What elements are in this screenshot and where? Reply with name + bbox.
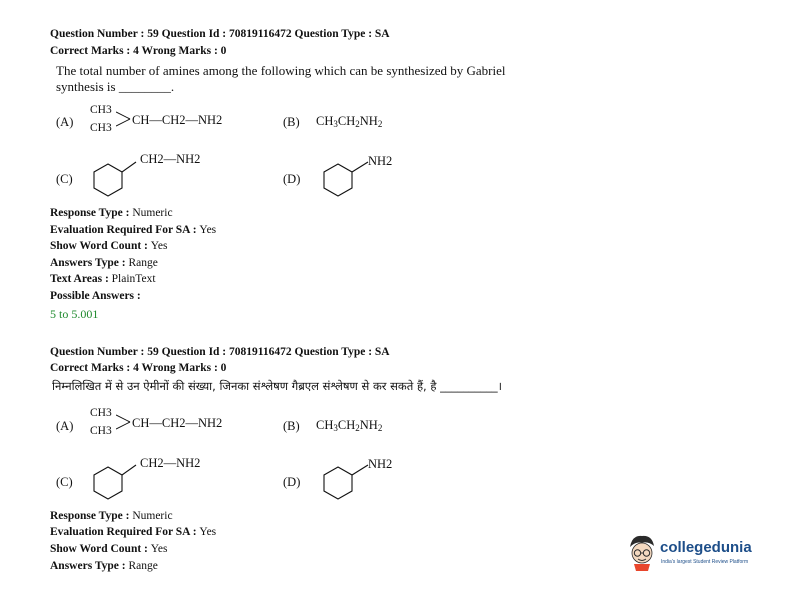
- q1-option-a-label: (A): [56, 115, 74, 129]
- q2-eval-required: Evaluation Required For SA : Yes: [50, 526, 217, 538]
- q1-option-c-label: (C): [56, 172, 73, 186]
- q2-option-a-ch3-bottom: CH3: [90, 425, 112, 437]
- q1-option-d-group: NH2: [368, 154, 393, 168]
- q1-eval-required: Evaluation Required For SA : Yes: [50, 224, 217, 236]
- q1-option-a-chain: CH—CH2—NH2: [132, 113, 223, 127]
- q1-possible-answers-label: Possible Answers :: [50, 290, 141, 302]
- q1-show-word-count: Show Word Count : Yes: [50, 240, 168, 252]
- collegedunia-logo: [624, 533, 764, 573]
- q1-header: Question Number : 59 Question Id : 70819116472 Question Type : SA: [50, 28, 390, 40]
- q2-option-a-ch3-top: CH3: [90, 407, 112, 419]
- q2-marks: Correct Marks : 4 Wrong Marks : 0: [50, 362, 227, 374]
- q1-possible-answers-value: 5 to 5.001: [50, 307, 99, 321]
- q1-option-d-label: (D): [283, 172, 301, 186]
- q1-option-d-benzene-ring: [318, 158, 370, 198]
- q1-response-type: Response Type : Numeric: [50, 207, 173, 219]
- q2-option-c-label: (C): [56, 475, 73, 489]
- q2-option-c-benzene-ring: [88, 461, 138, 501]
- q1-marks: Correct Marks : 4 Wrong Marks : 0: [50, 45, 227, 57]
- q2-show-word-count: Show Word Count : Yes: [50, 543, 168, 555]
- q2-option-c-group: CH2—NH2: [140, 456, 201, 470]
- q2-option-b-formula: $CH_3CH_2NH_2$: [316, 418, 383, 433]
- student-mascot-icon: [624, 533, 658, 571]
- q2-response-type: Response Type : Numeric: [50, 510, 173, 522]
- q1-option-b-formula: $CH_3CH_2NH_2$: [316, 114, 383, 129]
- q2-option-d-group: NH2: [368, 457, 393, 471]
- q1-option-a-ch3-bottom: CH3: [90, 122, 112, 134]
- q2-header: Question Number : 59 Question Id : 70819116472 Question Type : SA: [50, 346, 390, 358]
- q1-question-line1: The total number of amines among the following which can be synthesized by Gabriel: [56, 63, 506, 78]
- q2-option-a-label: (A): [56, 419, 74, 433]
- q2-option-d-label: (D): [283, 475, 301, 489]
- q1-text-areas: Text Areas : PlainText: [50, 273, 156, 285]
- logo-wordmark: collegedunia: [660, 539, 752, 556]
- q1-option-b-label: (B): [283, 115, 300, 129]
- q2-option-d-benzene-ring: [318, 461, 370, 501]
- logo-tagline: India's largest Student Review Platform: [661, 559, 749, 565]
- q2-answers-type: Answers Type : Range: [50, 560, 158, 572]
- q1-answers-type: Answers Type : Range: [50, 257, 158, 269]
- q2-question-hindi: निम्नलिखित में से उन ऐमीनों की संख्या, जिनका संश्लेषण गैब्रएल संश्लेषण से कर सकते हैं, है __________।: [52, 379, 502, 393]
- q2-option-b-label: (B): [283, 419, 300, 433]
- q1-option-c-group: CH2—NH2: [140, 152, 201, 166]
- q1-question-line2: synthesis is ________.: [56, 79, 175, 94]
- q1-option-c-benzene-ring: [88, 158, 138, 198]
- q1-option-a-ch3-top: CH3: [90, 104, 112, 116]
- q2-option-a-chain: CH—CH2—NH2: [132, 416, 223, 430]
